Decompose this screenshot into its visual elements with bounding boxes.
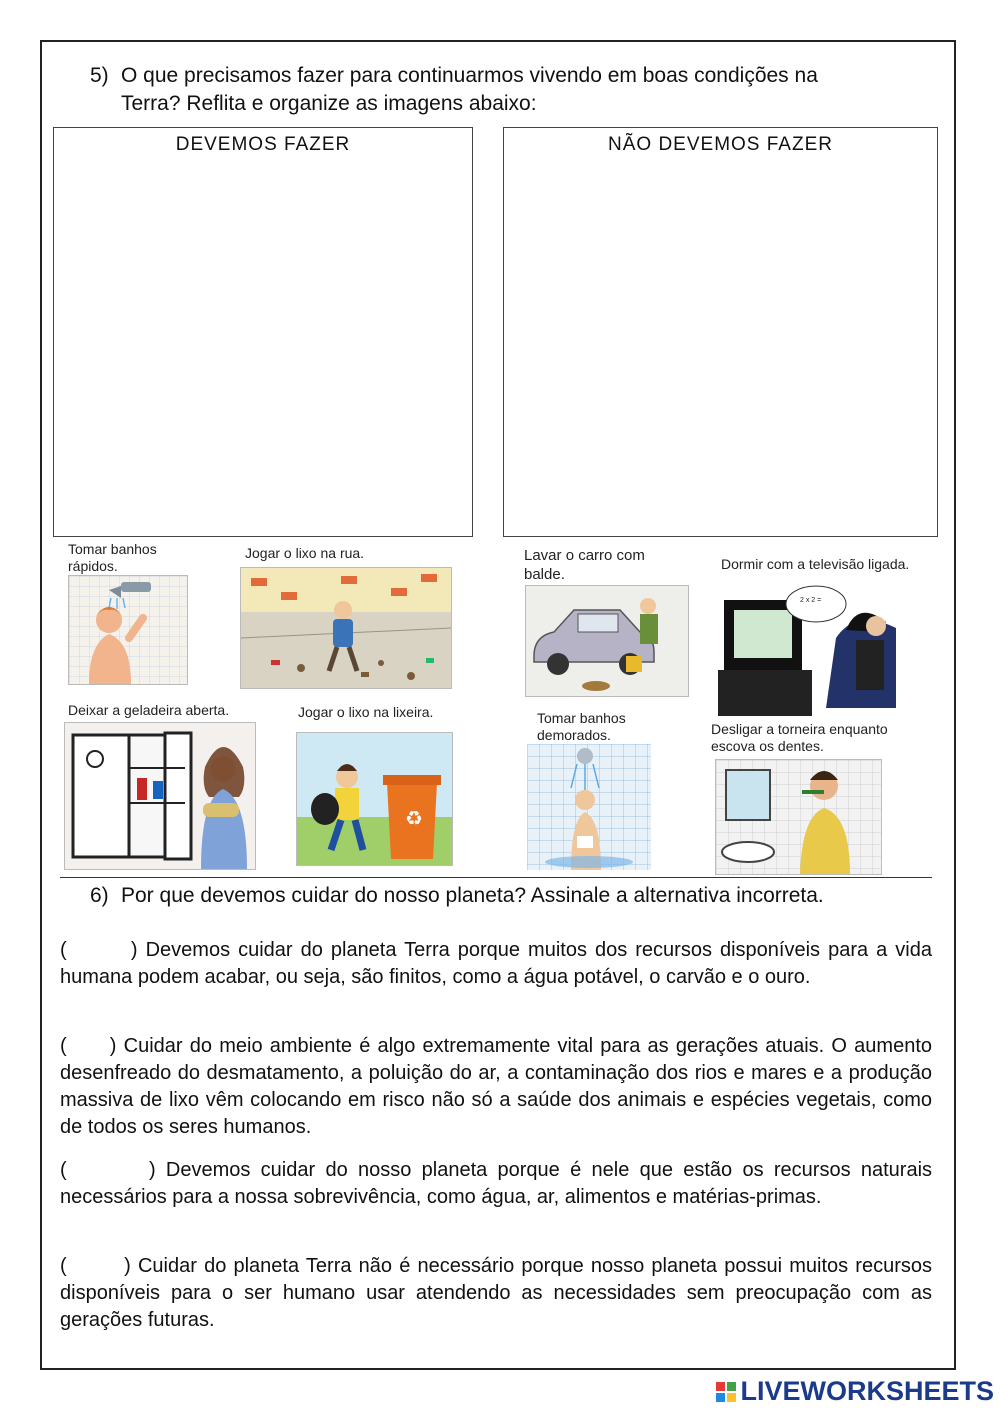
card-caption: demorados.	[537, 727, 611, 743]
draggable-card-desligar-torneira[interactable]	[709, 721, 894, 876]
open-fridge-image	[64, 722, 256, 870]
tv-speech-text: 2 x 2 =	[800, 597, 822, 604]
liveworksheets-icon	[716, 1382, 736, 1402]
liveworksheets-logo	[716, 1376, 994, 1407]
drop-zone-devemos-fazer[interactable]	[53, 127, 473, 537]
question-6-text: Por que devemos cuidar do nosso planeta? Assinale a alternativa incorreta.	[121, 884, 824, 907]
answer-option-2	[60, 1033, 932, 1141]
brushing-teeth-image	[715, 759, 882, 875]
draggable-card-banho-rapido[interactable]	[66, 541, 196, 686]
draggable-card-lixo-na-rua[interactable]	[240, 545, 455, 690]
card-caption: Jogar o lixo na lixeira.	[298, 704, 434, 720]
option-text: Devemos cuidar do planeta Terra porque muitos dos recursos disponíveis para a vida humana podem acabar, ou seja, são finitos, como a água potável, o carvão e o ouro.	[60, 939, 932, 988]
draggable-card-lavar-carro[interactable]	[522, 547, 692, 697]
question-5-number: 5)	[90, 64, 109, 87]
draggable-card-geladeira-aberta[interactable]	[64, 702, 259, 872]
question-5-line1: O que precisamos fazer para continuarmos vivendo em boas condições na	[121, 64, 818, 87]
answer-option-4	[60, 1253, 932, 1334]
brand-name: LIVEWORKSHEETS	[740, 1376, 994, 1406]
answer-option-1	[60, 937, 932, 991]
card-caption: Lavar o carro com	[524, 547, 645, 564]
option-text: Cuidar do meio ambiente é algo extremamente vital para as gerações atuais. O aumento desenfreado do desmatamento, a poluição do ar, a contaminação dos rios e mares e a produção massiva de lixo vêm colocando em risco não só a saúde dos animais e espécies vegetais, como de todos os seres humanos.	[60, 1035, 932, 1138]
draggable-card-banho-demorado[interactable]	[524, 710, 659, 872]
shower-boy-image	[68, 575, 188, 685]
litter-street-image	[240, 567, 452, 689]
long-shower-image	[527, 744, 651, 870]
drop-zone-nao-devemos-fazer[interactable]	[503, 127, 938, 537]
draggable-card-tv-ligada[interactable]	[716, 556, 941, 716]
card-caption: Dormir com a televisão ligada.	[721, 556, 910, 572]
option-text: Devemos cuidar do nosso planeta porque é nele que estão os recursos naturais necessários para a nossa sobrevivência, como água, ar, alimentos e matérias-primas.	[60, 1159, 933, 1208]
drop-zone-title: DEVEMOS FAZER	[175, 134, 351, 155]
recycling-bin-image	[296, 732, 453, 866]
card-caption: escova os dentes.	[711, 738, 824, 754]
card-caption: Deixar a geladeira aberta.	[68, 702, 230, 718]
draggable-card-lixo-na-lixeira[interactable]	[296, 704, 456, 869]
card-caption: balde.	[524, 566, 565, 583]
card-caption: Jogar o lixo na rua.	[245, 545, 365, 561]
option-text: Cuidar do planeta Terra não é necessário porque nosso planeta possui muitos recursos disponíveis para o ser humano usar atendendo as necessidades sem preocupação com as gerações futuras.	[60, 1255, 933, 1331]
card-caption: Tomar banhos	[68, 541, 157, 557]
checkbox-blank[interactable]: ( )	[60, 939, 138, 961]
checkbox-blank[interactable]: ( )	[60, 1159, 156, 1181]
card-caption: Tomar banhos	[537, 710, 626, 726]
checkbox-blank[interactable]: ( )	[60, 1255, 131, 1277]
question-6-number: 6)	[90, 884, 109, 907]
section-divider	[60, 877, 932, 878]
question-5-line2: Terra? Reflita e organize as imagens abaixo:	[121, 92, 537, 115]
card-caption: rápidos.	[68, 558, 118, 574]
card-caption: Desligar a torneira enquanto	[711, 721, 888, 737]
answer-option-3	[60, 1157, 932, 1211]
drop-zone-title: NÃO DEVEMOS FAZER	[608, 134, 833, 155]
checkbox-blank[interactable]: ( )	[60, 1035, 117, 1057]
sleeping-tv-image	[716, 578, 921, 716]
svg-text:♻: ♻	[405, 806, 423, 830]
car-washing-image	[525, 585, 689, 697]
